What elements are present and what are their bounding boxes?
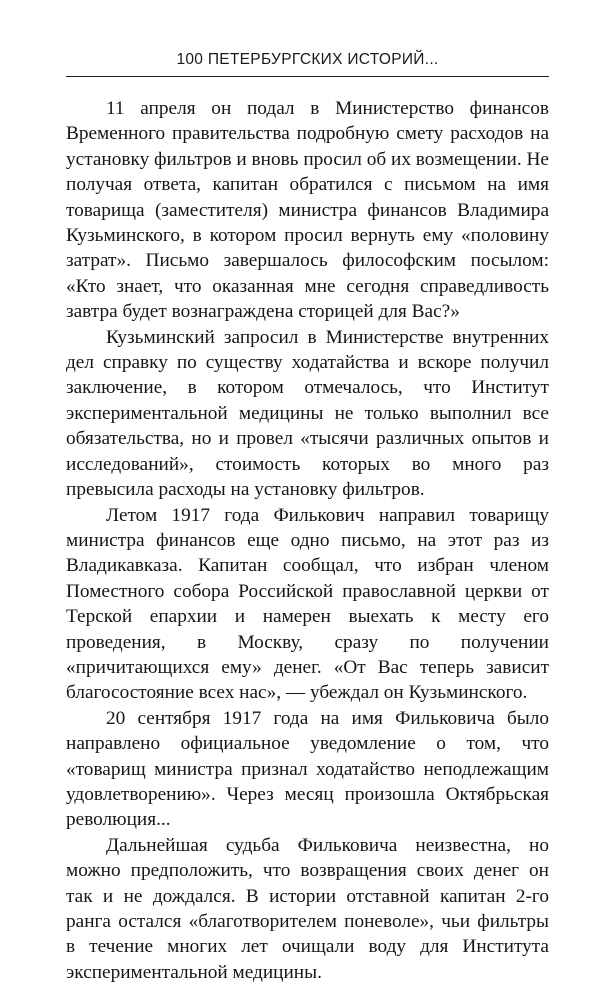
paragraph-1: 11 апреля он подал в Министерство финансов Временного правительства подробную смету расходов на установку фильтров и вновь просил об их возмещении. Не получая ответа, капитан обратился с письмом на имя товарища (заместителя) министра финансов Владимира Кузьминского, в котором просил вернуть ему «половину затрат». Письмо завершалось философским посылом: «Кто знает, что оказанная мне сегодня справедливость завтра будет вознаграждена сторицей для Вас?» [66, 98, 549, 323]
paragraph-3: Летом 1917 года Филькович направил товарищу министра финансов еще одно письмо, на этот раз из Владикавказа. Капитан сообщал, что избран членом Поместного собора Российской православной церкви от Терской епархии и намерен выехать к месту его проведения, в Москву, сразу по получении «причитающихся ему» денег. «От Вас теперь зависит благосостояние всех нас», — убеждал он Кузьминского. [66, 504, 549, 704]
body-text [66, 96, 549, 985]
header-rule [66, 76, 549, 77]
paragraph-5: Дальнейшая судьба Фильковича неизвестна, но можно предположить, что возвращения своих денег он так и не дождался. В истории отставной капитан 2-го ранга остался «благотворителем поневоле», чьи фильтры в течение многих лет очищали воду для Института экспериментальной медицины. [66, 834, 549, 983]
paragraph-4: 20 сентября 1917 года на имя Фильковича было направлено официальное уведомление о том, что «товарищ министра признал ходатайство неподлежащим удовлетворению». Через месяц произошла Октябрьская революция... [66, 707, 549, 831]
paragraph-2: Кузьминский запросил в Министерстве внутренних дел справку по существу ходатайства и вскоре получил заключение, в котором отмечалось, что Институт экспериментальной медицины не только выполнил все обязательства, но и провел «тысячи различных опытов и исследований», стоимость которых во много раз превысила расходы на установку фильтров. [66, 326, 549, 501]
running-head: 100 ПЕТЕРБУРГСКИХ ИСТОРИЙ... [176, 51, 439, 68]
